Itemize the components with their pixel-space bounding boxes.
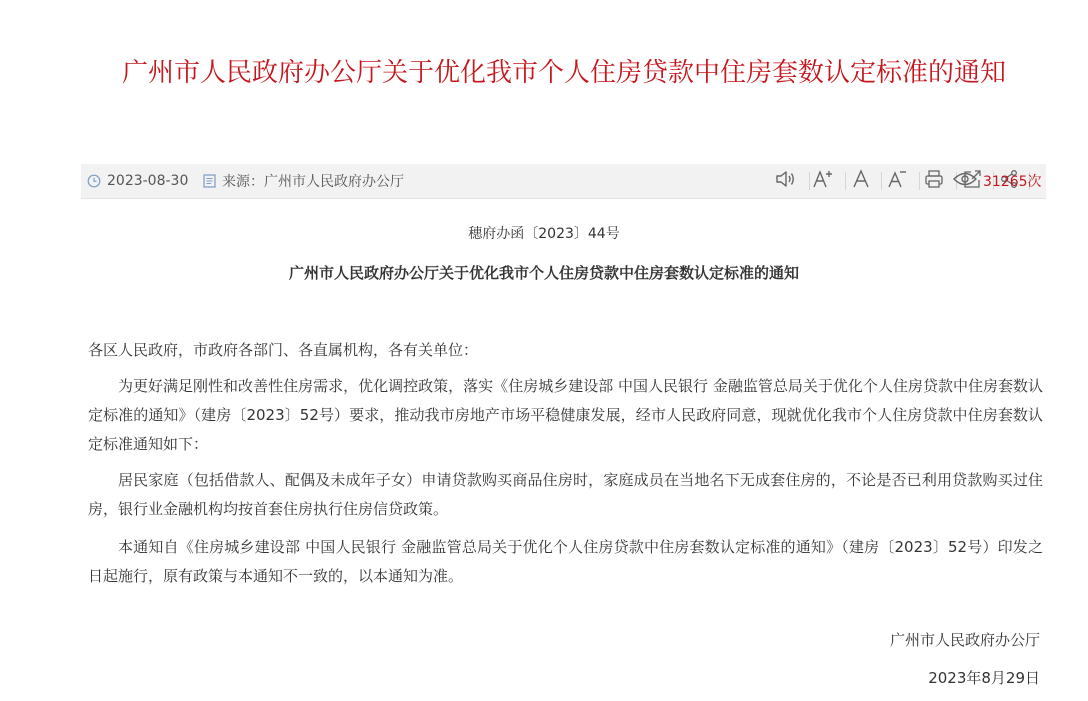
clock-icon [87, 174, 107, 188]
body-paragraph: 居民家庭（包括借款人、配偶及未成年子女）申请贷款购买商品住房时，家庭成员在当地名下无成套住房的，不论是否已利用贷款购买过住房，银行业金融机构均按首套住房执行住房信贷政策。 [88, 471, 1043, 518]
publish-date [87, 164, 188, 198]
source-text: 来源：广州市人民政府办公厅 [222, 174, 404, 190]
toolbar-divider [845, 172, 846, 190]
speaker-icon [774, 169, 796, 193]
publish-date-text: 2023-08-30 [107, 173, 189, 189]
body-paragraph: 为更好满足刚性和改善性住房需求，优化调控政策，落实《住房城乡建设部 中国人民银行 金融监管总局关于优化个人住房贷款中住房套数认定标准的通知》（建房〔2023〕52号）要求，推动我市房地产市场平稳健康发展，经市人民政府同意，现就优化我市个人住房贷款中住房套数认定标准通知如下： [88, 377, 1043, 453]
view-count [953, 164, 1042, 198]
page-title: 广州市人民政府办公厅关于优化我市个人住房贷款中住房套数认定标准的通知 [121, 58, 1006, 88]
body-paragraph: 本通知自《住房城乡建设部 中国人民银行 金融监管总局关于优化个人住房贷款中住房套数认定标准的通知》（建房〔2023〕52号）印发之日起施行，原有政策与本通知不一致的，以本通知为准。 [88, 538, 1043, 585]
font-increase-icon [812, 169, 834, 193]
document-title: 广州市人民政府办公厅关于优化我市个人住房贷款中住房套数认定标准的通知 [288, 264, 799, 282]
font-increase-button[interactable] [811, 169, 835, 193]
signing-date: 2023年8月29日 [928, 669, 1040, 687]
font-normal-button[interactable] [849, 169, 873, 193]
font-normal-icon [852, 169, 870, 193]
toolbar-divider [919, 172, 920, 190]
document-number: 穗府办函〔2023〕44号 [468, 226, 620, 242]
print-icon [924, 169, 944, 193]
view-count-text: 31265次 [983, 174, 1042, 190]
toolbar-divider [809, 172, 810, 190]
print-button[interactable] [922, 169, 946, 193]
read-aloud-button[interactable] [773, 169, 797, 193]
toolbar-divider [881, 172, 882, 190]
article-meta-bar [81, 164, 1046, 199]
font-decrease-icon [887, 169, 907, 193]
document-icon [203, 174, 222, 188]
signer: 广州市人民政府办公厅 [889, 631, 1040, 649]
eye-icon [953, 171, 977, 191]
font-decrease-button[interactable] [885, 169, 909, 193]
salutation: 各区人民政府，市政府各部门、各直属机构，各有关单位： [88, 341, 479, 359]
article-source [203, 164, 404, 198]
